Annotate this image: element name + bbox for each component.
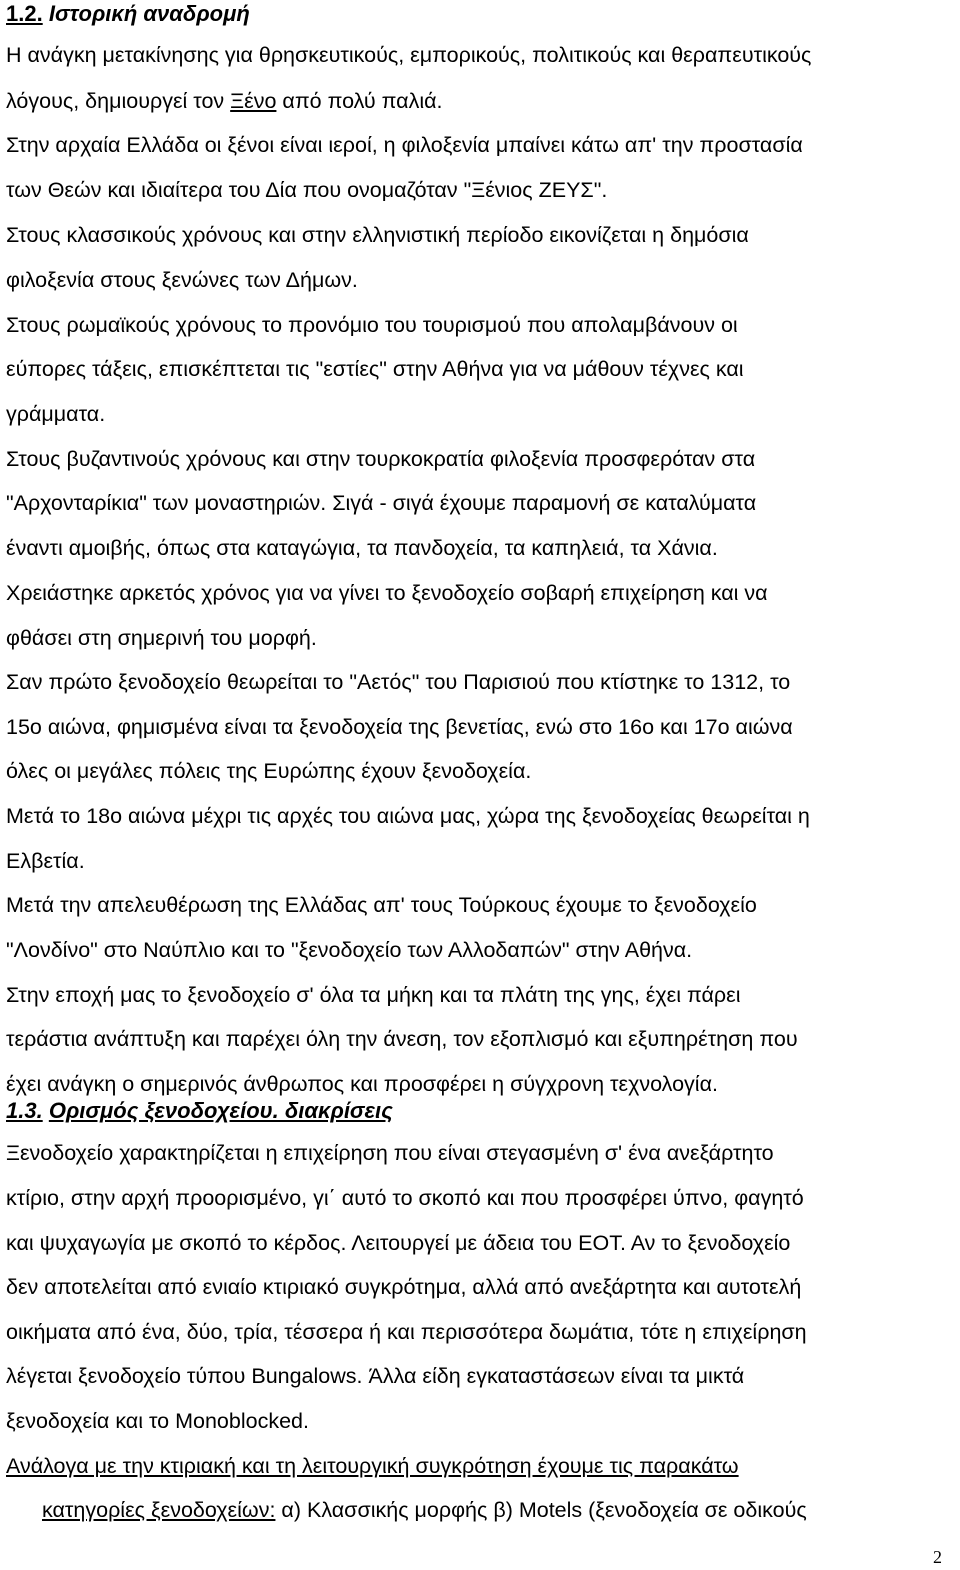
paragraph-line: φιλοξενία στους ξενώνες των Δήμων. xyxy=(6,268,358,292)
paragraph-line: όλες οι μεγάλες πόλεις της Ευρώπης έχουν ξενοδοχεία. xyxy=(6,759,532,783)
section-heading-1-3 xyxy=(6,1097,393,1125)
underlined-phrase: κατηγορίες ξενοδοχείων: xyxy=(42,1498,276,1522)
underlined-word: Ξένο xyxy=(230,89,277,113)
paragraph-line: 15ο αιώνα, φημισμένα είναι τα ξενοδοχεία της βενετίας, ενώ στο 16ο και 17ο αιώνα xyxy=(6,715,793,739)
paragraph-line: εύπορες τάξεις, επισκέπτεται τις "εστίες" στην Αθήνα για να μάθουν τέχνες και xyxy=(6,357,744,381)
paragraph-line: οικήματα από ένα, δύο, τρία, τέσσερα ή και περισσότερα δωμάτια, τότε η επιχείρηση xyxy=(6,1320,807,1344)
paragraph-line: και ψυχαγωγία με σκοπό το κέρδος. Λειτουργεί με άδεια του ΕΟΤ. Αν το ξενοδοχείο xyxy=(6,1231,791,1255)
underlined-line: Ανάλογα με την κτιριακή και τη λειτουργική συγκρότηση έχουμε τις παρακάτω xyxy=(6,1454,739,1478)
paragraph-line: Στους κλασσικούς χρόνους και στην ελληνιστική περίοδο εικονίζεται η δημόσια xyxy=(6,223,749,247)
paragraph-line: Στην εποχή μας το ξενοδοχείο σ' όλα τα μήκη και τα πλάτη της γης, έχει πάρει xyxy=(6,983,741,1007)
paragraph-line: Μετά το 18ο αιώνα μέχρι τις αρχές του αιώνα μας, χώρα της ξενοδοχείας θεωρείται η xyxy=(6,804,810,828)
section-title: Ορισμός ξενοδοχείου. διακρίσεις xyxy=(48,1098,393,1123)
paragraph-line: "Λονδίνο" στο Ναύπλιο και το "ξενοδοχείο των Αλλοδαπών" στην Αθήνα. xyxy=(6,938,693,962)
paragraph-line: λέγεται ξενοδοχείο τύπου Bungalows. Άλλα είδη εγκαταστάσεων είναι τα μικτά xyxy=(6,1364,745,1388)
paragraph-line xyxy=(6,87,443,115)
text-span: από πολύ παλιά. xyxy=(276,89,443,113)
paragraph-line: φθάσει στη σημερινή του μορφή. xyxy=(6,626,317,650)
paragraph-line: δεν αποτελείται από ενιαίο κτιριακό συγκρότημα, αλλά από ανεξάρτητα και αυτοτελή xyxy=(6,1275,802,1299)
paragraph-line: Στους ρωμαϊκούς χρόνους το προνόμιο του τουρισμού που απολαμβάνουν οι xyxy=(6,313,738,337)
paragraph-line: γράμματα. xyxy=(6,402,106,426)
paragraph-line: Η ανάγκη μετακίνησης για θρησκευτικούς, εμπορικούς, πολιτικούς και θεραπευτικούς xyxy=(6,43,812,67)
text-span: α) Κλασσικής μορφής β) Motels (ξενοδοχεία σε οδικούς xyxy=(275,1498,807,1522)
paragraph-line: Ελβετία. xyxy=(6,849,85,873)
paragraph-line: Στην αρχαία Ελλάδα οι ξένοι είναι ιεροί, η φιλοξενία μπαίνει κάτω απ' την προστασία xyxy=(6,133,803,157)
paragraph-line: Ξενοδοχείο χαρακτηρίζεται η επιχείρηση που είναι στεγασμένη σ' ένα ανεξάρτητο xyxy=(6,1141,774,1165)
page-number: 2 xyxy=(933,1547,942,1567)
paragraph-line: έναντι αμοιβής, όπως στα καταγώγια, τα πανδοχεία, τα καπηλειά, τα Χάνια. xyxy=(6,536,718,560)
paragraph-line xyxy=(42,1496,807,1524)
paragraph-line: ξενοδοχεία και το Monoblocked. xyxy=(6,1409,309,1433)
paragraph-line: έχει ανάγκη ο σημερινός άνθρωπος και προσφέρει η σύγχρονη τεχνολογία. xyxy=(6,1072,718,1096)
text-span: λόγους, δημιουργεί τον xyxy=(6,89,231,113)
paragraph-line: Μετά την απελευθέρωση της Ελλάδας απ' τους Τούρκους έχουμε το ξενοδοχείο xyxy=(6,893,757,917)
section-number: 1.2. xyxy=(6,1,43,26)
paragraph-line: "Αρχονταρίκια" των μοναστηριών. Σιγά - σιγά έχουμε παραμονή σε καταλύματα xyxy=(6,491,757,515)
paragraph-line: κτίριο, στην αρχή προορισμένο, γι΄ αυτό το σκοπό και που προσφέρει ύπνο, φαγητό xyxy=(6,1186,804,1210)
paragraph-line: των Θεών και ιδιαίτερα του Δία που ονομαζόταν "Ξένιος ΖΕΥΣ". xyxy=(6,178,608,202)
paragraph-line: τεράστια ανάπτυξη και παρέχει όλη την άνεση, τον εξοπλισμό και εξυπηρέτηση που xyxy=(6,1027,798,1051)
section-title: Ιστορική αναδρομή xyxy=(48,1,250,26)
paragraph-line: Στους βυζαντινούς χρόνους και στην τουρκοκρατία φιλοξενία προσφερόταν στα xyxy=(6,447,756,471)
paragraph-line: Χρειάστηκε αρκετός χρόνος για να γίνει το ξενοδοχείο σοβαρή επιχείρηση και να xyxy=(6,581,768,605)
section-heading-1-2 xyxy=(6,0,250,28)
paragraph-line: Σαν πρώτο ξενοδοχείο θεωρείται το "Αετός" του Παρισιού που κτίστηκε το 1312, το xyxy=(6,670,791,694)
section-number: 1.3. xyxy=(6,1098,43,1123)
